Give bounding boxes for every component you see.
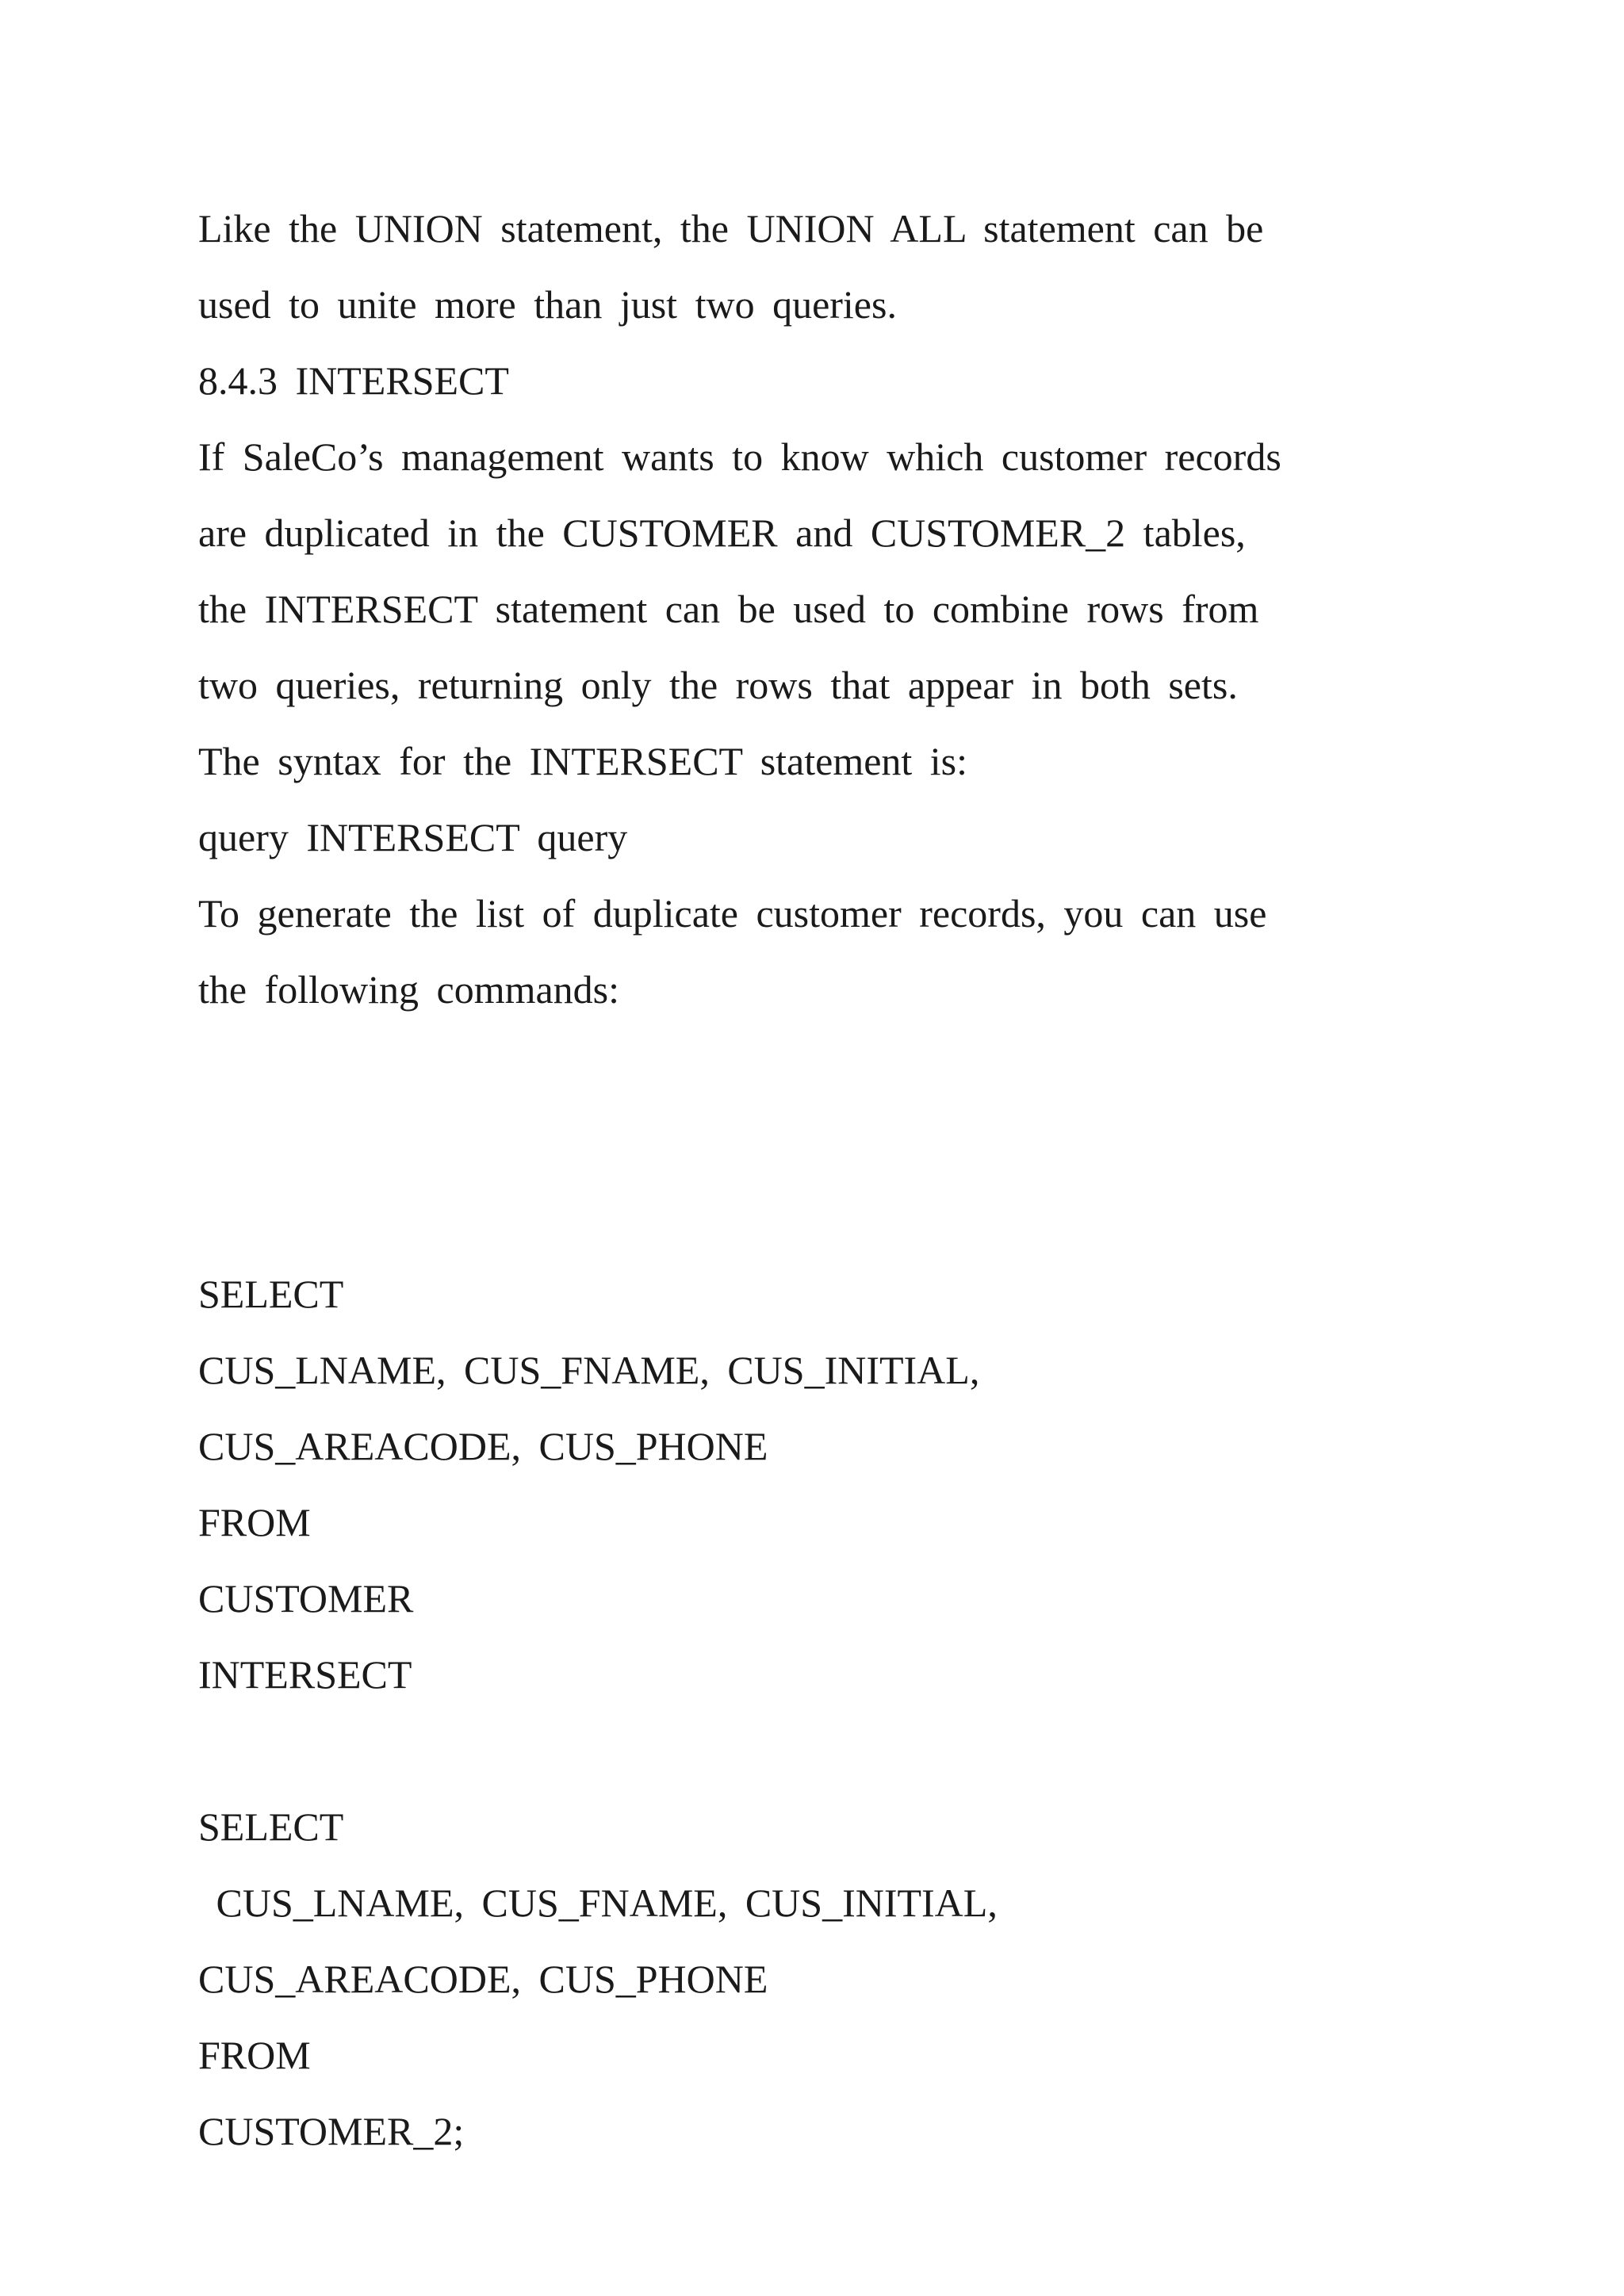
text-line: The syntax for the INTERSECT statement is: [198, 739, 968, 783]
spacer [198, 1027, 1507, 1256]
text-line: To generate the list of duplicate customer records, you can use [198, 891, 1267, 936]
page-content [198, 190, 1507, 2169]
code-line: CUS_LNAME, CUS_FNAME, CUS_INITIAL, [198, 1881, 998, 1925]
text-line: the INTERSECT statement can be used to combine rows from [198, 587, 1259, 631]
sql-query-2 [198, 1789, 1507, 2169]
text-line: Like the UNION statement, the UNION ALL statement can be [198, 206, 1264, 251]
text-line: two queries, returning only the rows that appear in both sets. [198, 663, 1238, 707]
code-line: INTERSECT [198, 1652, 412, 1697]
code-line: SELECT [198, 1804, 344, 1849]
code-line: FROM [198, 1500, 311, 1544]
spacer [198, 1712, 1507, 1789]
syntax-line: query INTERSECT query [198, 815, 628, 859]
code-line: CUS_AREACODE, CUS_PHONE [198, 1957, 768, 2001]
text-line: used to unite more than just two queries. [198, 282, 897, 327]
text-line: If SaleCo’s management wants to know which customer records [198, 434, 1281, 479]
text-line: are duplicated in the CUSTOMER and CUSTOMER_2 tables, [198, 511, 1246, 555]
code-line: SELECT [198, 1272, 344, 1316]
code-line: FROM [198, 2033, 311, 2077]
code-line: CUS_AREACODE, CUS_PHONE [198, 1424, 768, 1468]
sql-query-1 [198, 1256, 1507, 1712]
body-text [198, 190, 1507, 1027]
code-line: CUSTOMER [198, 1576, 414, 1621]
code-line: CUS_LNAME, CUS_FNAME, CUS_INITIAL, [198, 1348, 980, 1392]
code-line: CUSTOMER_2; [198, 2109, 465, 2153]
section-heading: 8.4.3 INTERSECT [198, 358, 509, 403]
text-line: the following commands: [198, 967, 620, 1012]
